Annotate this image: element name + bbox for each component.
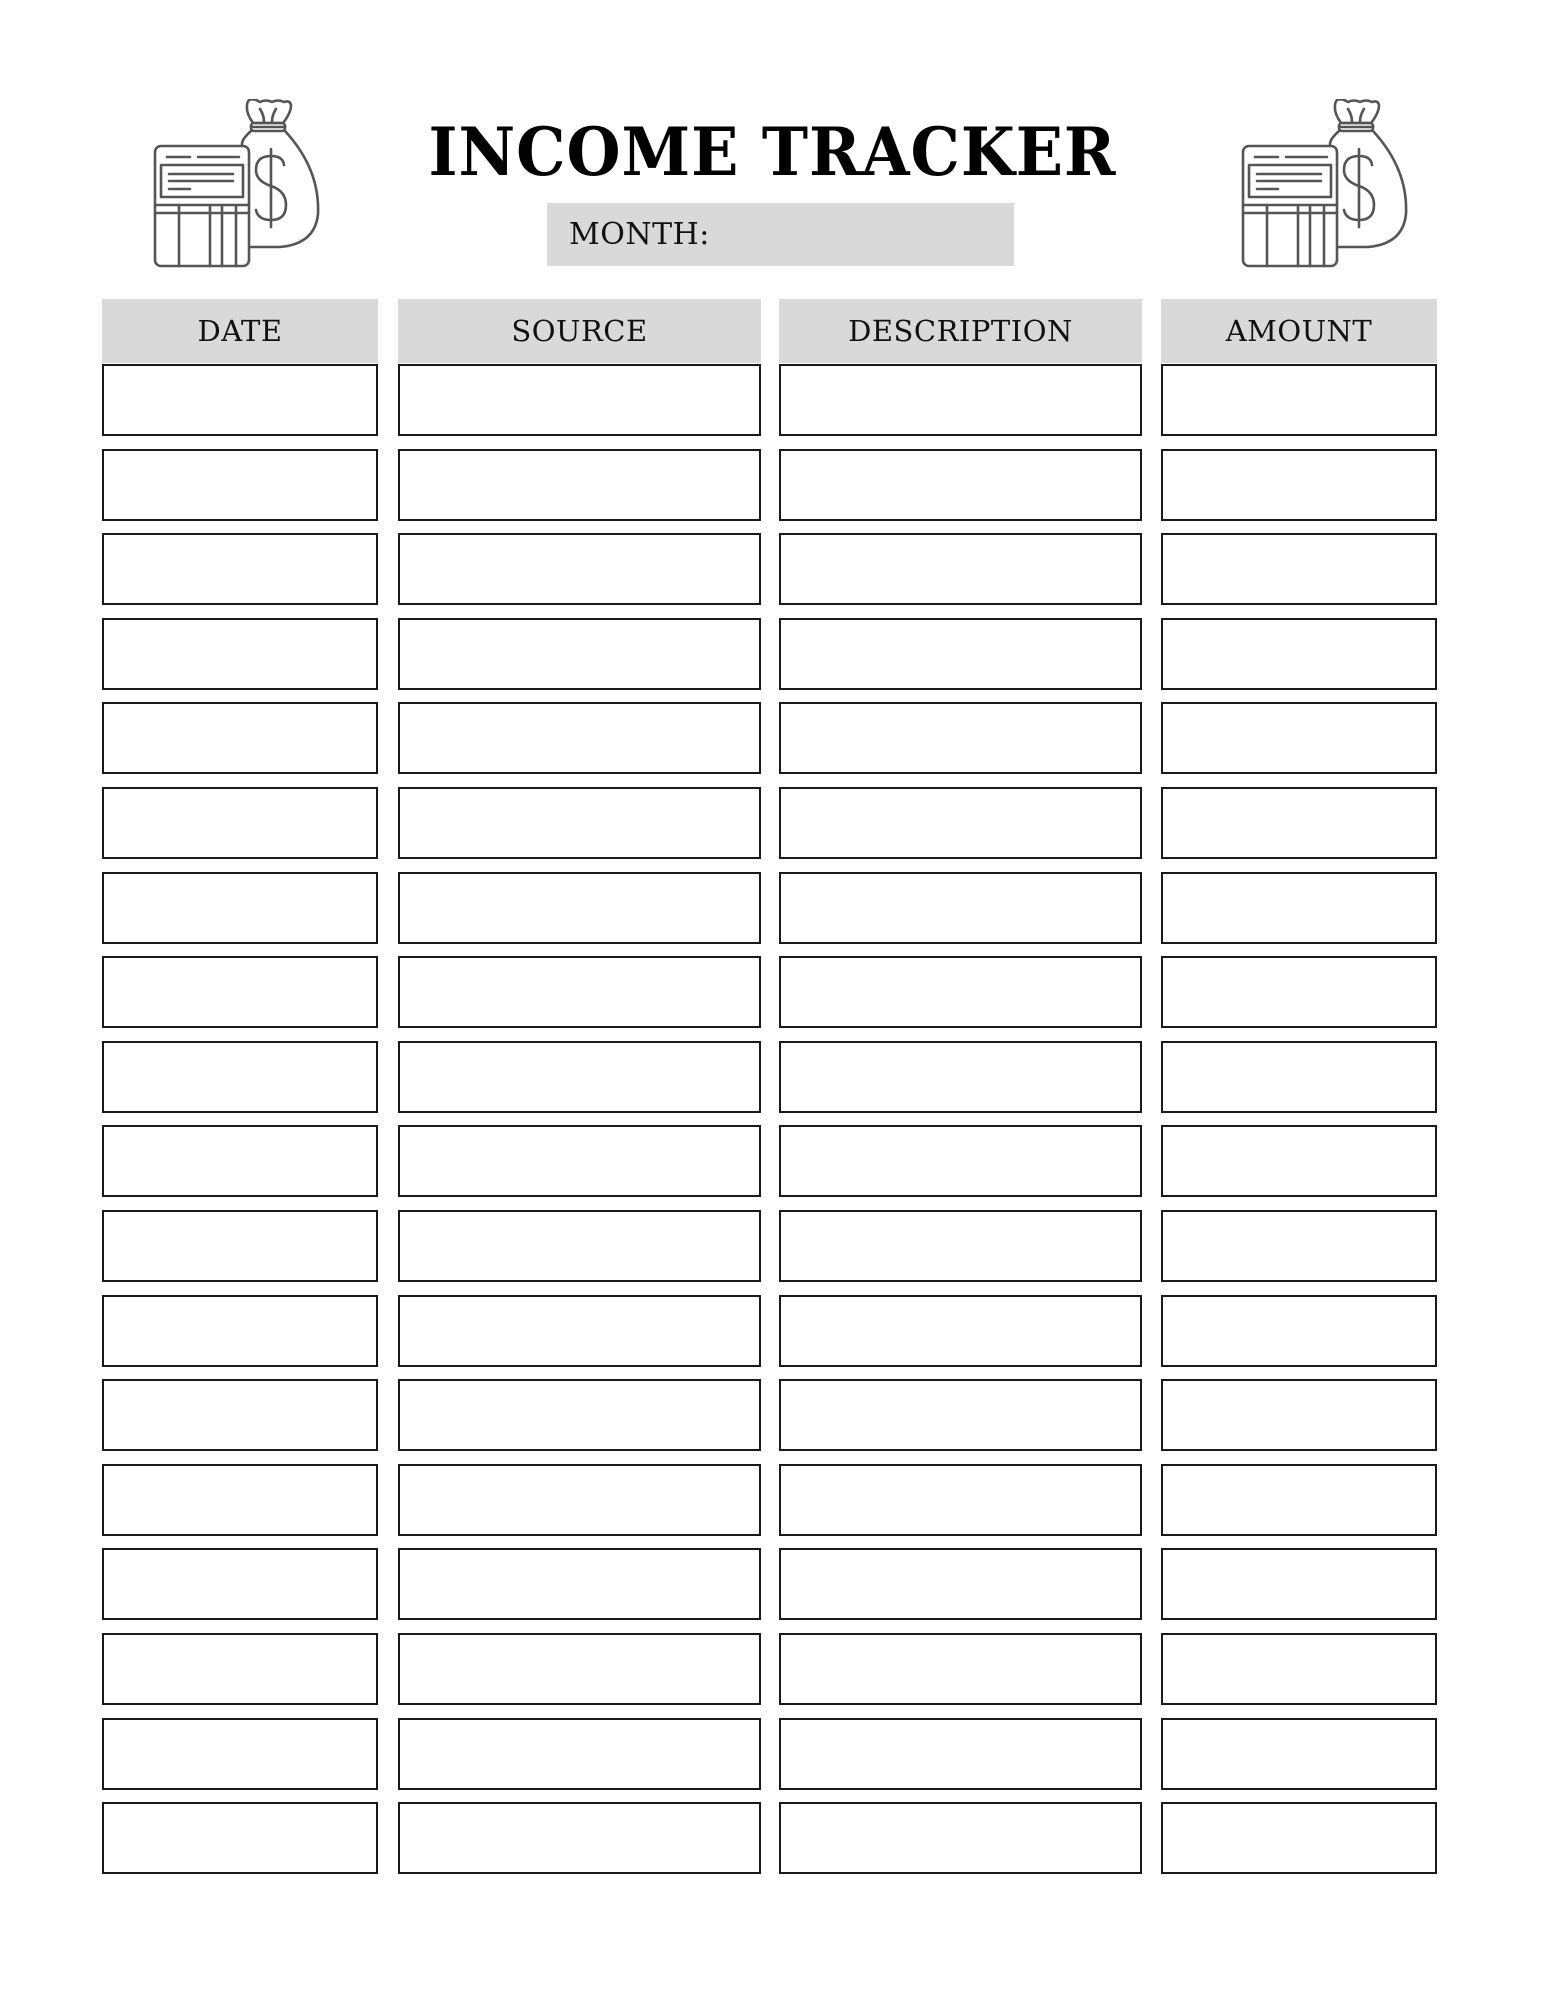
amount-cell[interactable] <box>1161 872 1437 944</box>
amount-cell[interactable] <box>1161 1548 1437 1620</box>
date-cell[interactable] <box>102 449 378 521</box>
source-cell[interactable] <box>398 1633 761 1705</box>
source-cell[interactable] <box>398 1379 761 1451</box>
description-cell[interactable] <box>779 1633 1142 1705</box>
description-cell[interactable] <box>779 1718 1142 1790</box>
description-cell[interactable] <box>779 1210 1142 1282</box>
amount-cell[interactable] <box>1161 956 1437 1028</box>
source-cell[interactable] <box>398 1802 761 1874</box>
page-title: INCOME TRACKER <box>428 113 1117 191</box>
column-header-amount: AMOUNT <box>1161 299 1437 363</box>
amount-cell[interactable] <box>1161 702 1437 774</box>
column-description <box>779 299 1142 1874</box>
source-cell[interactable] <box>398 533 761 605</box>
description-cell[interactable] <box>779 618 1142 690</box>
date-cell[interactable] <box>102 364 378 436</box>
description-cell[interactable] <box>779 364 1142 436</box>
date-cell[interactable] <box>102 1802 378 1874</box>
source-cells <box>398 364 761 1874</box>
date-cell[interactable] <box>102 1464 378 1536</box>
amount-cell[interactable] <box>1161 1464 1437 1536</box>
date-cell[interactable] <box>102 1295 378 1367</box>
description-cell[interactable] <box>779 1041 1142 1113</box>
column-header-date: DATE <box>102 299 378 363</box>
column-header-description: DESCRIPTION <box>779 299 1142 363</box>
date-cell[interactable] <box>102 702 378 774</box>
description-cell[interactable] <box>779 1295 1142 1367</box>
source-cell[interactable] <box>398 449 761 521</box>
source-cell[interactable] <box>398 956 761 1028</box>
description-cell[interactable] <box>779 1548 1142 1620</box>
column-date <box>102 299 378 1874</box>
date-cell[interactable] <box>102 1125 378 1197</box>
date-cell[interactable] <box>102 787 378 859</box>
amount-cell[interactable] <box>1161 533 1437 605</box>
date-cell[interactable] <box>102 618 378 690</box>
description-cell[interactable] <box>779 1379 1142 1451</box>
amount-cell[interactable] <box>1161 1633 1437 1705</box>
amount-cell[interactable] <box>1161 1802 1437 1874</box>
description-cell[interactable] <box>779 872 1142 944</box>
description-cells <box>779 364 1142 1874</box>
month-label: MONTH: <box>569 217 710 252</box>
source-cell[interactable] <box>398 1464 761 1536</box>
cash-register-money-bag-icon <box>1238 99 1408 269</box>
source-cell[interactable] <box>398 364 761 436</box>
date-cell[interactable] <box>102 1718 378 1790</box>
amount-cell[interactable] <box>1161 449 1437 521</box>
column-header-source: SOURCE <box>398 299 761 363</box>
description-cell[interactable] <box>779 956 1142 1028</box>
source-cell[interactable] <box>398 1210 761 1282</box>
amount-cell[interactable] <box>1161 1041 1437 1113</box>
date-cell[interactable] <box>102 872 378 944</box>
amount-cell[interactable] <box>1161 364 1437 436</box>
description-cell[interactable] <box>779 1464 1142 1536</box>
month-field[interactable] <box>547 203 1014 266</box>
amount-cell[interactable] <box>1161 1718 1437 1790</box>
column-amount <box>1161 299 1437 1874</box>
source-cell[interactable] <box>398 618 761 690</box>
source-cell[interactable] <box>398 872 761 944</box>
source-cell[interactable] <box>398 1041 761 1113</box>
description-cell[interactable] <box>779 702 1142 774</box>
date-cell[interactable] <box>102 1633 378 1705</box>
column-source <box>398 299 761 1874</box>
date-cell[interactable] <box>102 1210 378 1282</box>
date-cell[interactable] <box>102 533 378 605</box>
amount-cell[interactable] <box>1161 787 1437 859</box>
amount-cell[interactable] <box>1161 1295 1437 1367</box>
date-cell[interactable] <box>102 1041 378 1113</box>
date-cell[interactable] <box>102 956 378 1028</box>
source-cell[interactable] <box>398 702 761 774</box>
date-cells <box>102 364 378 1874</box>
description-cell[interactable] <box>779 533 1142 605</box>
amount-cells <box>1161 364 1437 1874</box>
source-cell[interactable] <box>398 1718 761 1790</box>
date-cell[interactable] <box>102 1548 378 1620</box>
source-cell[interactable] <box>398 787 761 859</box>
description-cell[interactable] <box>779 449 1142 521</box>
description-cell[interactable] <box>779 1125 1142 1197</box>
description-cell[interactable] <box>779 1802 1142 1874</box>
amount-cell[interactable] <box>1161 1210 1437 1282</box>
source-cell[interactable] <box>398 1548 761 1620</box>
source-cell[interactable] <box>398 1295 761 1367</box>
amount-cell[interactable] <box>1161 618 1437 690</box>
amount-cell[interactable] <box>1161 1379 1437 1451</box>
source-cell[interactable] <box>398 1125 761 1197</box>
date-cell[interactable] <box>102 1379 378 1451</box>
description-cell[interactable] <box>779 787 1142 859</box>
amount-cell[interactable] <box>1161 1125 1437 1197</box>
